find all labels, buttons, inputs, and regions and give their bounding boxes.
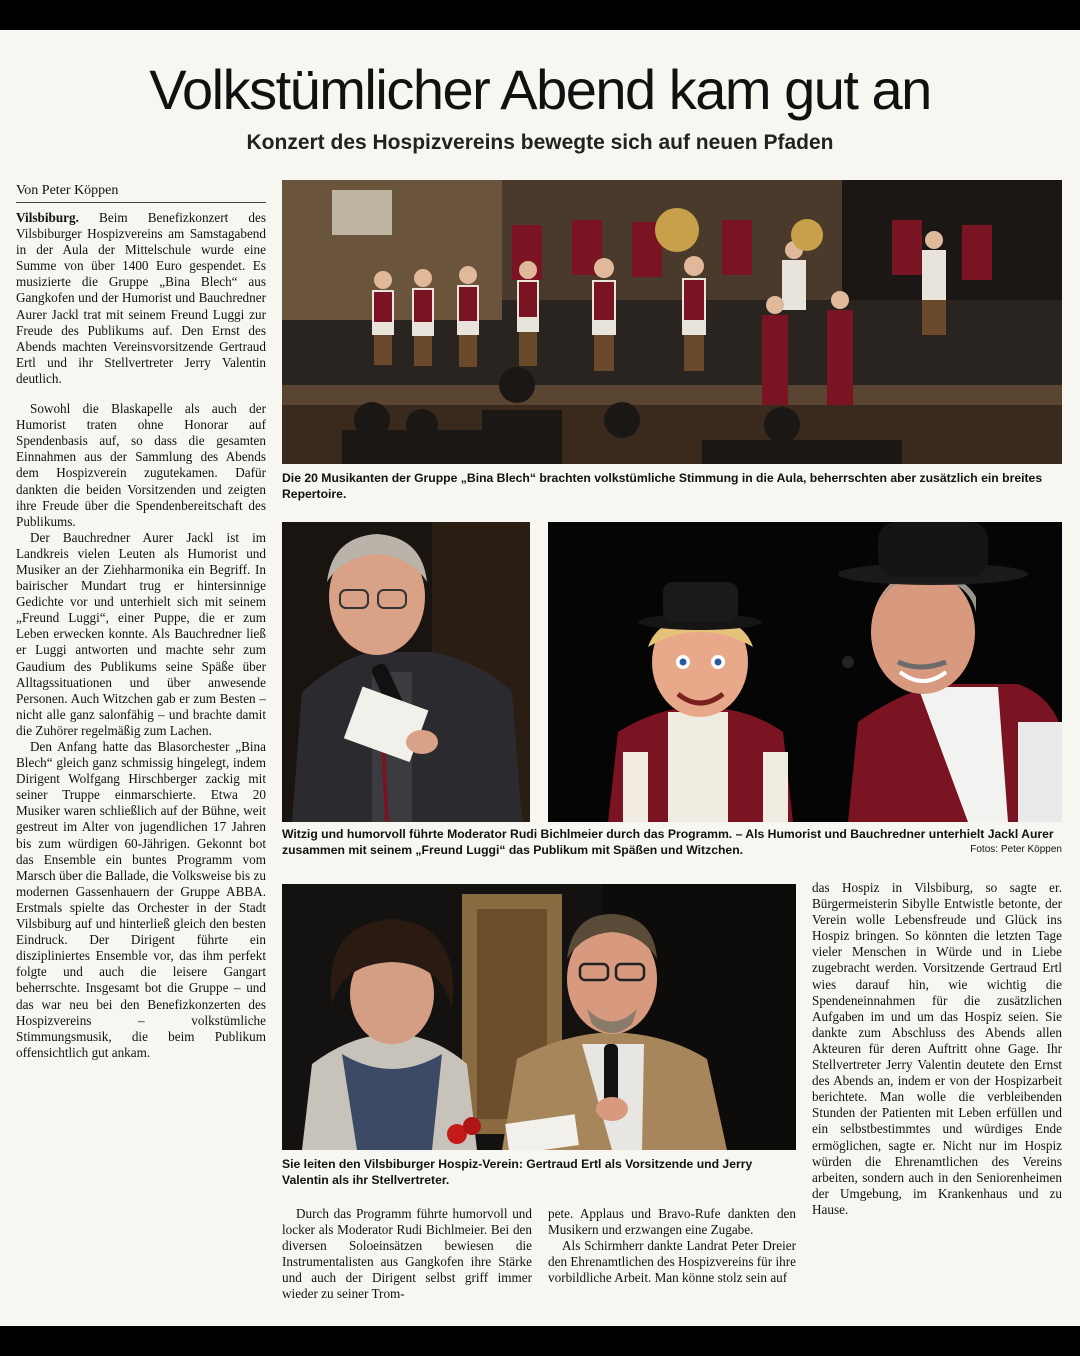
text-column-middle-1 — [282, 1206, 532, 1324]
ventriloquist-photo-image — [548, 522, 1062, 822]
byline: Von Peter Köppen — [16, 182, 266, 203]
caption-leaders: Sie leiten den Vilsbiburger Hospiz-Verein: Gertraud Ertl als Vorsitzende und Jerry Valentin als ihr Stellvertreter. — [282, 1157, 753, 1187]
caption-moderator — [282, 826, 1062, 858]
paragraph-3: Der Bauchredner Aurer Jackl ist im Landkreis vielen Leuten als Humorist und Musiker an der Ziehharmonika ein Begriff. In bairischer Mundart trug er hintersinnige Gedichte vor und unterhielt sich mit seinem „Freund Luggi“, einer Puppe, die er zum Leben erwecken konnte. Als Bauchredner ließ er Luggi antworten und machte sehr zum Gaudium des Publikums seine Späße über Alltagssituationen und über anwesende Personen. Auch Witzchen gab er zum Besten – nicht alle ganz salonfähig – und brachte damit die Zuhörer regelmäßig zum Lachen. — [16, 529, 266, 738]
photo-leaders — [282, 884, 796, 1150]
subheadline: Konzert des Hospizvereins bewegte sich auf neuen Pfaden — [246, 131, 834, 154]
paragraph-1 — [16, 210, 266, 387]
caption-band: Die 20 Musikanten der Gruppe „Bina Blech“ brachten volkstümliche Stimmung in die Aula, beherrschten aber zusätzlich ein breites Repertoire. — [282, 471, 1043, 501]
moderator-photo-image — [282, 522, 530, 822]
leaders-photo-image — [282, 884, 796, 1150]
photo-moderator — [282, 522, 530, 822]
caption-moderator-text: Witzig und humorvoll führte Moderator Rudi Bichlmeier durch das Programm. – Als Humorist und Bauchredner unterhielt Jackl Aurer zusammen mit seinem „Freund Luggi“ das Publikum mit Späßen und Witzchen. — [282, 827, 1054, 857]
paragraph-6: Als Schirmherr dankte Landrat Peter Dreier den Ehrenamtlichen des Hospizvereins für ihre vorbildliche Arbeit. Man könne stolz sein auf — [548, 1238, 796, 1286]
newspaper-page — [0, 30, 1080, 1326]
headline: Volkstümlicher Abend kam gut an — [149, 58, 931, 121]
dateline: Vilsbiburg. — [16, 210, 79, 225]
band-photo-image — [282, 180, 1062, 464]
text-column-middle-2 — [548, 1206, 796, 1324]
paragraph-1-text: Beim Benefizkonzert des Vilsbiburger Hospizvereins am Samstagabend in der Aula der Mittelschule wurde eine Summe von über 1400 Euro gespendet. Es musizierte die Gruppe „Bina Blech“ aus Gangkofen und der Humorist und Bauchredner Aurer Jackl trat mit seinem Freund Luggi zur Freude des Publikums auf. Den Ernst des Abends machten Vereinsvorsitzende Gertraud Ertl und ihr Stellvertreter Jerry Valentin deutlich. — [16, 210, 266, 386]
paragraph-4: Den Anfang hatte das Blasorchester „Bina Blech“ gleich ganz schmissig hingelegt, indem Dirigent Wolfgang Hirschberger zackig mit seiner Truppe einmarschierte. Etwa 20 Musiker waren schließlich auf der Bühne, weit gestreut im Alter von jugendlichen 17 Jahren bis zum würdigen 60-Jährigen. Gekonnt bot das Ensemble ein buntes Programm vom Marsch über die Ballade, die Volksweise bis zu modernen Gassenhauern der Gruppe ABBA. Erstmals spielte das Orchester in der Stadt Vilsbiburg auf und hinterließ gleich den besten Eindruck. Der Dirigent führte ein diszipliniertes Ensemble vor, das ihm perfekt folgte und auch die leisere Gangart beherrschte. Insgesamt bot die Gruppe – und das war neu bei den Benefizkonzerten des Hospizvereins – volkstümliche Stimmungsmusik, die beim Publikum offensichtlich gut ankam. — [16, 739, 266, 1060]
paragraph-6-cont: das Hospiz in Vilsbiburg, so sagte er. Bürgermeisterin Sibylle Entwistle betonte, der Verein wolle Lebensfreude und Glück ins Hospiz bringen. So könnten die letzten Tage vieler Menschen in Würde und in Liebe zugebracht werden. Vorsitzende Gertraud Ertl wies darauf hin, wie wichtig die Spendeneinnahmen für die zusätzlichen Aufgaben im und um das Hospiz seien. Sie dankte zum Abschluss des Abends allen Akteuren für deren Auftritt ohne Gage. Ihr Stellvertreter Jerry Valentin deutete den Ernst des Abends an, indem er von der Hospizarbeit berichtete. Man wolle die verbleibenden Stunden der Patienten mit Leben erfüllen und ein selbstbestimmtes und würdiges Ende ermöglichen, sagte er. Nicht nur im Hospiz würden die Ehrenamtlichen des Vereins arbeiten, sondern auch in den Seniorenheimen der Umgebung, im Krankenhaus und zu Hause. — [812, 880, 1062, 1217]
text-column-left — [16, 210, 266, 1322]
paragraph-5-cont: pete. Applaus und Bravo-Rufe dankten den Musikern und erzwangen eine Zugabe. — [548, 1206, 796, 1238]
photo-ventriloquist — [548, 522, 1062, 822]
photo-band — [282, 180, 1062, 464]
paragraph-5: Durch das Programm führte humorvoll und locker als Moderator Rudi Bichlmeier. Bei den diversen Soloeinsätzen bewiesen die Instrumentalisten aus Gangkofen ihre Stärke und auch der Dirigent selbst griff immer wieder zu seiner Trom- — [282, 1206, 532, 1302]
text-column-right — [812, 880, 1062, 1324]
photo-credit: Fotos: Peter Köppen — [970, 844, 1062, 855]
paragraph-2: Sowohl die Blaskapelle als auch der Humorist traten ohne Honorar auf Spendenbasis auf, so dass die gesamten Einnahmen aus der Sammlung des Abends dem Hospizverein zugutekamen. Dafür dankten die beiden Vorsitzenden und zeigten ihre Freude über die Spendenbereitschaft des Publikums. — [16, 401, 266, 529]
